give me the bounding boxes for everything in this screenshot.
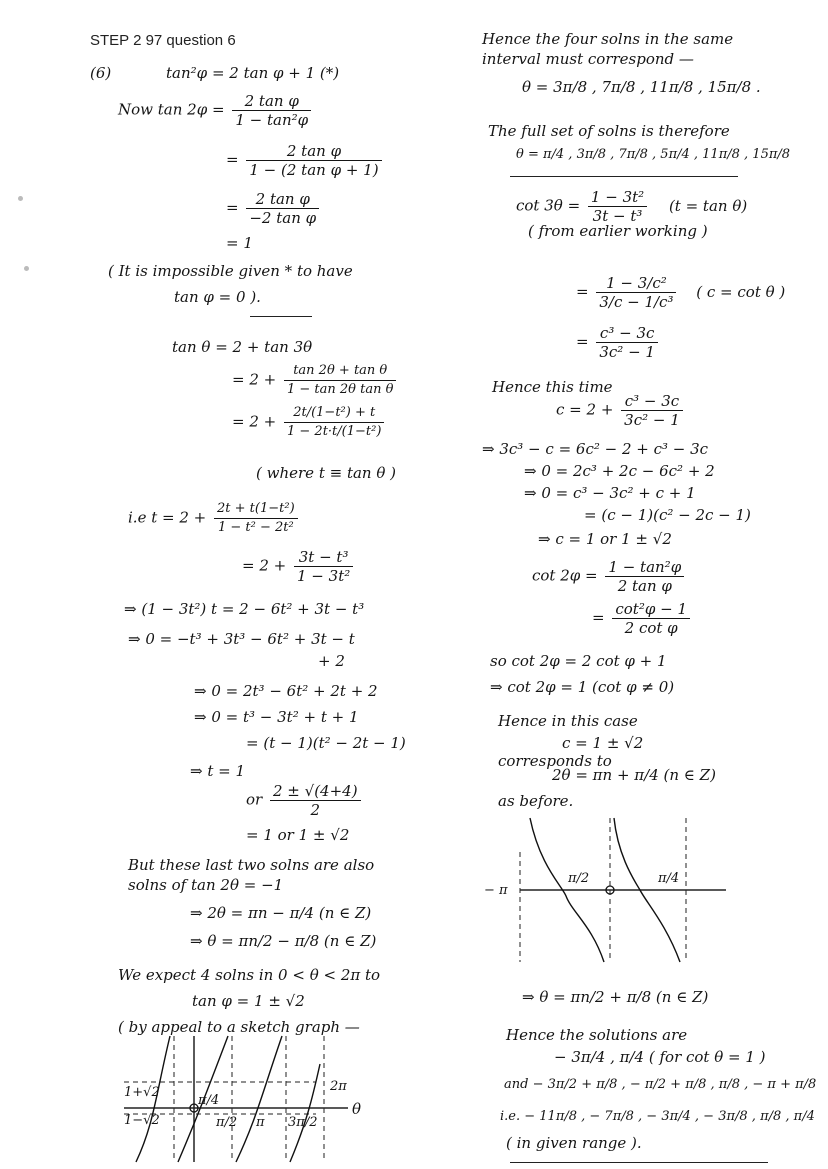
scan-speck	[24, 266, 29, 271]
fraction: $\frac{\text{tan 2θ + tan θ}}{\text{1 − tan 2θ tan θ}}$	[284, 362, 396, 399]
expect-line: We expect 4 solns in 0 < θ < 2π to	[118, 966, 381, 984]
fraction: $\frac{\text{2 tan φ}}{\text{1 − tan²φ}}$	[232, 92, 311, 129]
note-where-t: ( where t ≡ tan θ )	[256, 464, 396, 482]
cot3theta-step3: = $\frac{\text{c³ − 3c}}{\text{3c² − 1}}$	[576, 324, 661, 361]
fraction: $\frac{\text{1 − 3t²}}{\text{3t − t³}}$	[588, 188, 647, 225]
two-theta-general: 2θ = πn + π/4 (n ∈ Z)	[552, 766, 716, 784]
c-factorised: = (c − 1)(c² − 2c − 1)	[584, 506, 751, 524]
tan2phi-line: Now tan 2φ = $\frac{\text{2 tan φ}}{\text{1 − tan²φ}}$	[118, 92, 314, 129]
theta-line: ⇒ θ = πn/2 − π/8 (n ∈ Z)	[190, 932, 377, 950]
tantheta-line: tan θ = 2 + tan 3θ	[172, 338, 313, 356]
t-solutions: = 1 or 1 ± √2	[246, 826, 350, 844]
implies-line-1: ⇒ (1 − 3t²) t = 2 − 6t² + 3t − t³	[124, 600, 365, 618]
fraction: $\frac{\text{2 tan φ}}{\text{−2 tan φ}}$	[246, 190, 319, 227]
cot3theta-line: cot 3θ = $\frac{\text{1 − 3t²}}{\text{3t − t³}}$ (t = tan θ)	[516, 188, 748, 225]
so-cot2phi: so cot 2φ = 2 cot φ + 1	[490, 652, 667, 670]
ie-step2: = 2 + $\frac{\text{3t − t³}}{\text{1 − 3t²}}$	[242, 548, 356, 585]
bottom-rule	[510, 1162, 768, 1163]
tan2phi-step2: = $\frac{\text{2 tan φ}}{\text{1 − (2 tan φ + 1)}}$	[226, 142, 385, 179]
implies-line-4: ⇒ 0 = t³ − 3t² + t + 1	[194, 708, 359, 726]
earlier-working-note: ( from earlier working )	[528, 222, 708, 240]
fraction: $\frac{\text{2t + t(1−t²)}}{\text{1 − t² − 2t²}}$	[214, 500, 298, 537]
cot2phi-equals-1: ⇒ cot 2φ = 1 (cot φ ≠ 0)	[490, 678, 675, 696]
graph-label-pi-quarter: π/4	[658, 871, 680, 886]
graph-label-2pi: 2π	[330, 1079, 347, 1094]
tan2phi-step3: = $\frac{\text{2 tan φ}}{\text{−2 tan φ}}$	[226, 190, 322, 227]
cot-sketch-graph	[484, 816, 730, 966]
tanphi-solns: tan φ = 1 ± √2	[192, 992, 305, 1010]
hence-four-solns: Hence the four solns in the same	[482, 30, 734, 48]
c-step1: ⇒ 3c³ − c = 6c² − 2 + c³ − 3c	[482, 440, 709, 458]
c-equation: c = 2 + $\frac{\text{c³ − 3c}}{\text{3c² − 1}}$	[556, 392, 686, 429]
page-header: STEP 2 97 question 6	[90, 32, 236, 49]
tan-sketch-graph	[116, 1034, 366, 1164]
cot-sketch-svg	[500, 816, 730, 966]
c-step3: ⇒ 0 = c³ − 3c² + c + 1	[524, 484, 696, 502]
note-impossible: ( It is impossible given * to have	[108, 262, 353, 280]
graph-label-pi2: π/2	[216, 1115, 238, 1130]
scan-speck	[18, 196, 23, 201]
fraction: $\frac{\text{2 tan φ}}{\text{1 − (2 tan φ + 1)}}$	[246, 142, 381, 179]
graph-label-theta: θ	[352, 1100, 362, 1118]
graph-label-pi-half: π/2	[568, 871, 590, 886]
but-line: But these last two solns are also	[128, 856, 375, 874]
sketch-note: ( by appeal to a sketch graph —	[118, 1018, 360, 1036]
divider-rule	[510, 176, 738, 177]
hence-solutions: Hence the solutions are	[506, 1026, 688, 1044]
tan2phi-result: = 1	[226, 234, 253, 252]
cot2phi-line: cot 2φ = $\frac{\text{1 − tan²φ}}{\text{2 tan φ}}$	[532, 558, 687, 595]
hence-this-time: Hence this time	[492, 378, 613, 396]
divider-rule	[250, 316, 312, 317]
graph-label-pi4: π/4	[198, 1093, 220, 1108]
interval-correspond: interval must correspond —	[482, 50, 694, 68]
fraction: $\frac{\text{c³ − 3c}}{\text{3c² − 1}}$	[621, 392, 683, 429]
t-or-line: or $\frac{2 \pm √(4+4)}{2}$	[246, 782, 364, 819]
factorised-line: = (t − 1)(t² − 2t − 1)	[246, 734, 406, 752]
in-given-range: ( in given range ).	[506, 1134, 642, 1152]
solutions-and: and − 3π/2 + π/8 , − π/2 + π/8 , π/8 , − π + π/8	[504, 1077, 817, 1092]
solutions-ie: i.e. − 11π/8 , − 7π/8 , − 3π/4 , − 3π/8 , π/8 , π/4	[500, 1109, 815, 1124]
tantheta-step2: = 2 + $\frac{\text{tan 2θ + tan θ}}{\text{1 − tan 2θ tan θ}}$	[232, 362, 399, 399]
as-before: as before.	[498, 792, 574, 810]
c-step2: ⇒ 0 = 2c³ + 2c − 6c² + 2	[524, 462, 715, 480]
t-equals-1: ⇒ t = 1	[190, 762, 246, 780]
c-solutions: ⇒ c = 1 or 1 ± √2	[538, 530, 672, 548]
fraction: $\frac{\text{c³ − 3c}}{\text{3c² − 1}}$	[596, 324, 658, 361]
theta-general-solution: ⇒ θ = πn/2 + π/8 (n ∈ Z)	[522, 988, 709, 1006]
hence-this-case: Hence in this case	[498, 712, 638, 730]
equation-star: (6) tan²φ = 2 tan φ + 1 (*)	[90, 64, 340, 82]
implies-line-2: ⇒ 0 = −t³ + 3t³ − 6t² + 3t − t	[128, 630, 355, 648]
corresponds-to: corresponds to	[498, 752, 612, 770]
tantheta-step3: = 2 + $\frac{\text{2t/(1−t²) + t}}{\text{1 − 2t·t/(1−t²)}}$	[232, 404, 387, 441]
theta-four-values: θ = 3π/8 , 7π/8 , 11π/8 , 15π/8 .	[522, 78, 761, 96]
implies-line-2-cont: + 2	[318, 652, 345, 670]
implies-line-3: ⇒ 0 = 2t³ − 6t² + 2t + 2	[194, 682, 378, 700]
theta-full-set: θ = π/4 , 3π/8 , 7π/8 , 5π/4 , 11π/8 , 15π/8	[516, 147, 791, 162]
fraction: $\frac{\text{3t − t³}}{\text{1 − 3t²}}$	[294, 548, 353, 585]
graph-label-pi: π	[256, 1115, 265, 1130]
fraction: $\frac{\text{cot²φ − 1}}{\text{2 cot φ}}$	[612, 600, 690, 637]
solutions-cot-1: − 3π/4 , π/4 ( for cot θ = 1 )	[554, 1048, 766, 1066]
note-tanphi-zero: tan φ = 0 ).	[174, 288, 261, 306]
graph-label-bottom: 1−√2	[124, 1113, 160, 1128]
graph-label-3pi2: 3π/2	[288, 1115, 318, 1130]
c-value: c = 1 ± √2	[562, 734, 644, 752]
solns-of-line: solns of tan 2θ = −1	[128, 876, 284, 894]
fraction: $\frac{\text{1 − 3/c²}}{\text{3/c − 1/c³}}$	[596, 274, 676, 311]
cot3theta-step2: = $\frac{\text{1 − 3/c²}}{\text{3/c − 1/c³}}$ ( c = cot θ )	[576, 274, 786, 311]
cot2phi-step2: = $\frac{\text{cot²φ − 1}}{\text{2 cot φ}}$	[592, 600, 693, 637]
fraction: $\frac{\text{2t/(1−t²) + t}}{\text{1 − 2t·t/(1−t²)}}$	[284, 404, 384, 441]
full-set-line: The full set of solns is therefore	[488, 122, 730, 140]
two-theta-line: ⇒ 2θ = πn − π/4 (n ∈ Z)	[190, 904, 372, 922]
graph-label-neg-pi: − π	[484, 883, 508, 898]
fraction: $\frac{\text{1 − tan²φ}}{\text{2 tan φ}}$	[605, 558, 684, 595]
ie-line: i.e t = 2 + $\frac{\text{2t + t(1−t²)}}{\text{1 − t² − 2t²}}$	[128, 500, 301, 537]
fraction: $\frac{2 \pm √(4+4)}{2}$	[270, 782, 361, 819]
graph-label-top: 1+√2	[124, 1085, 160, 1100]
